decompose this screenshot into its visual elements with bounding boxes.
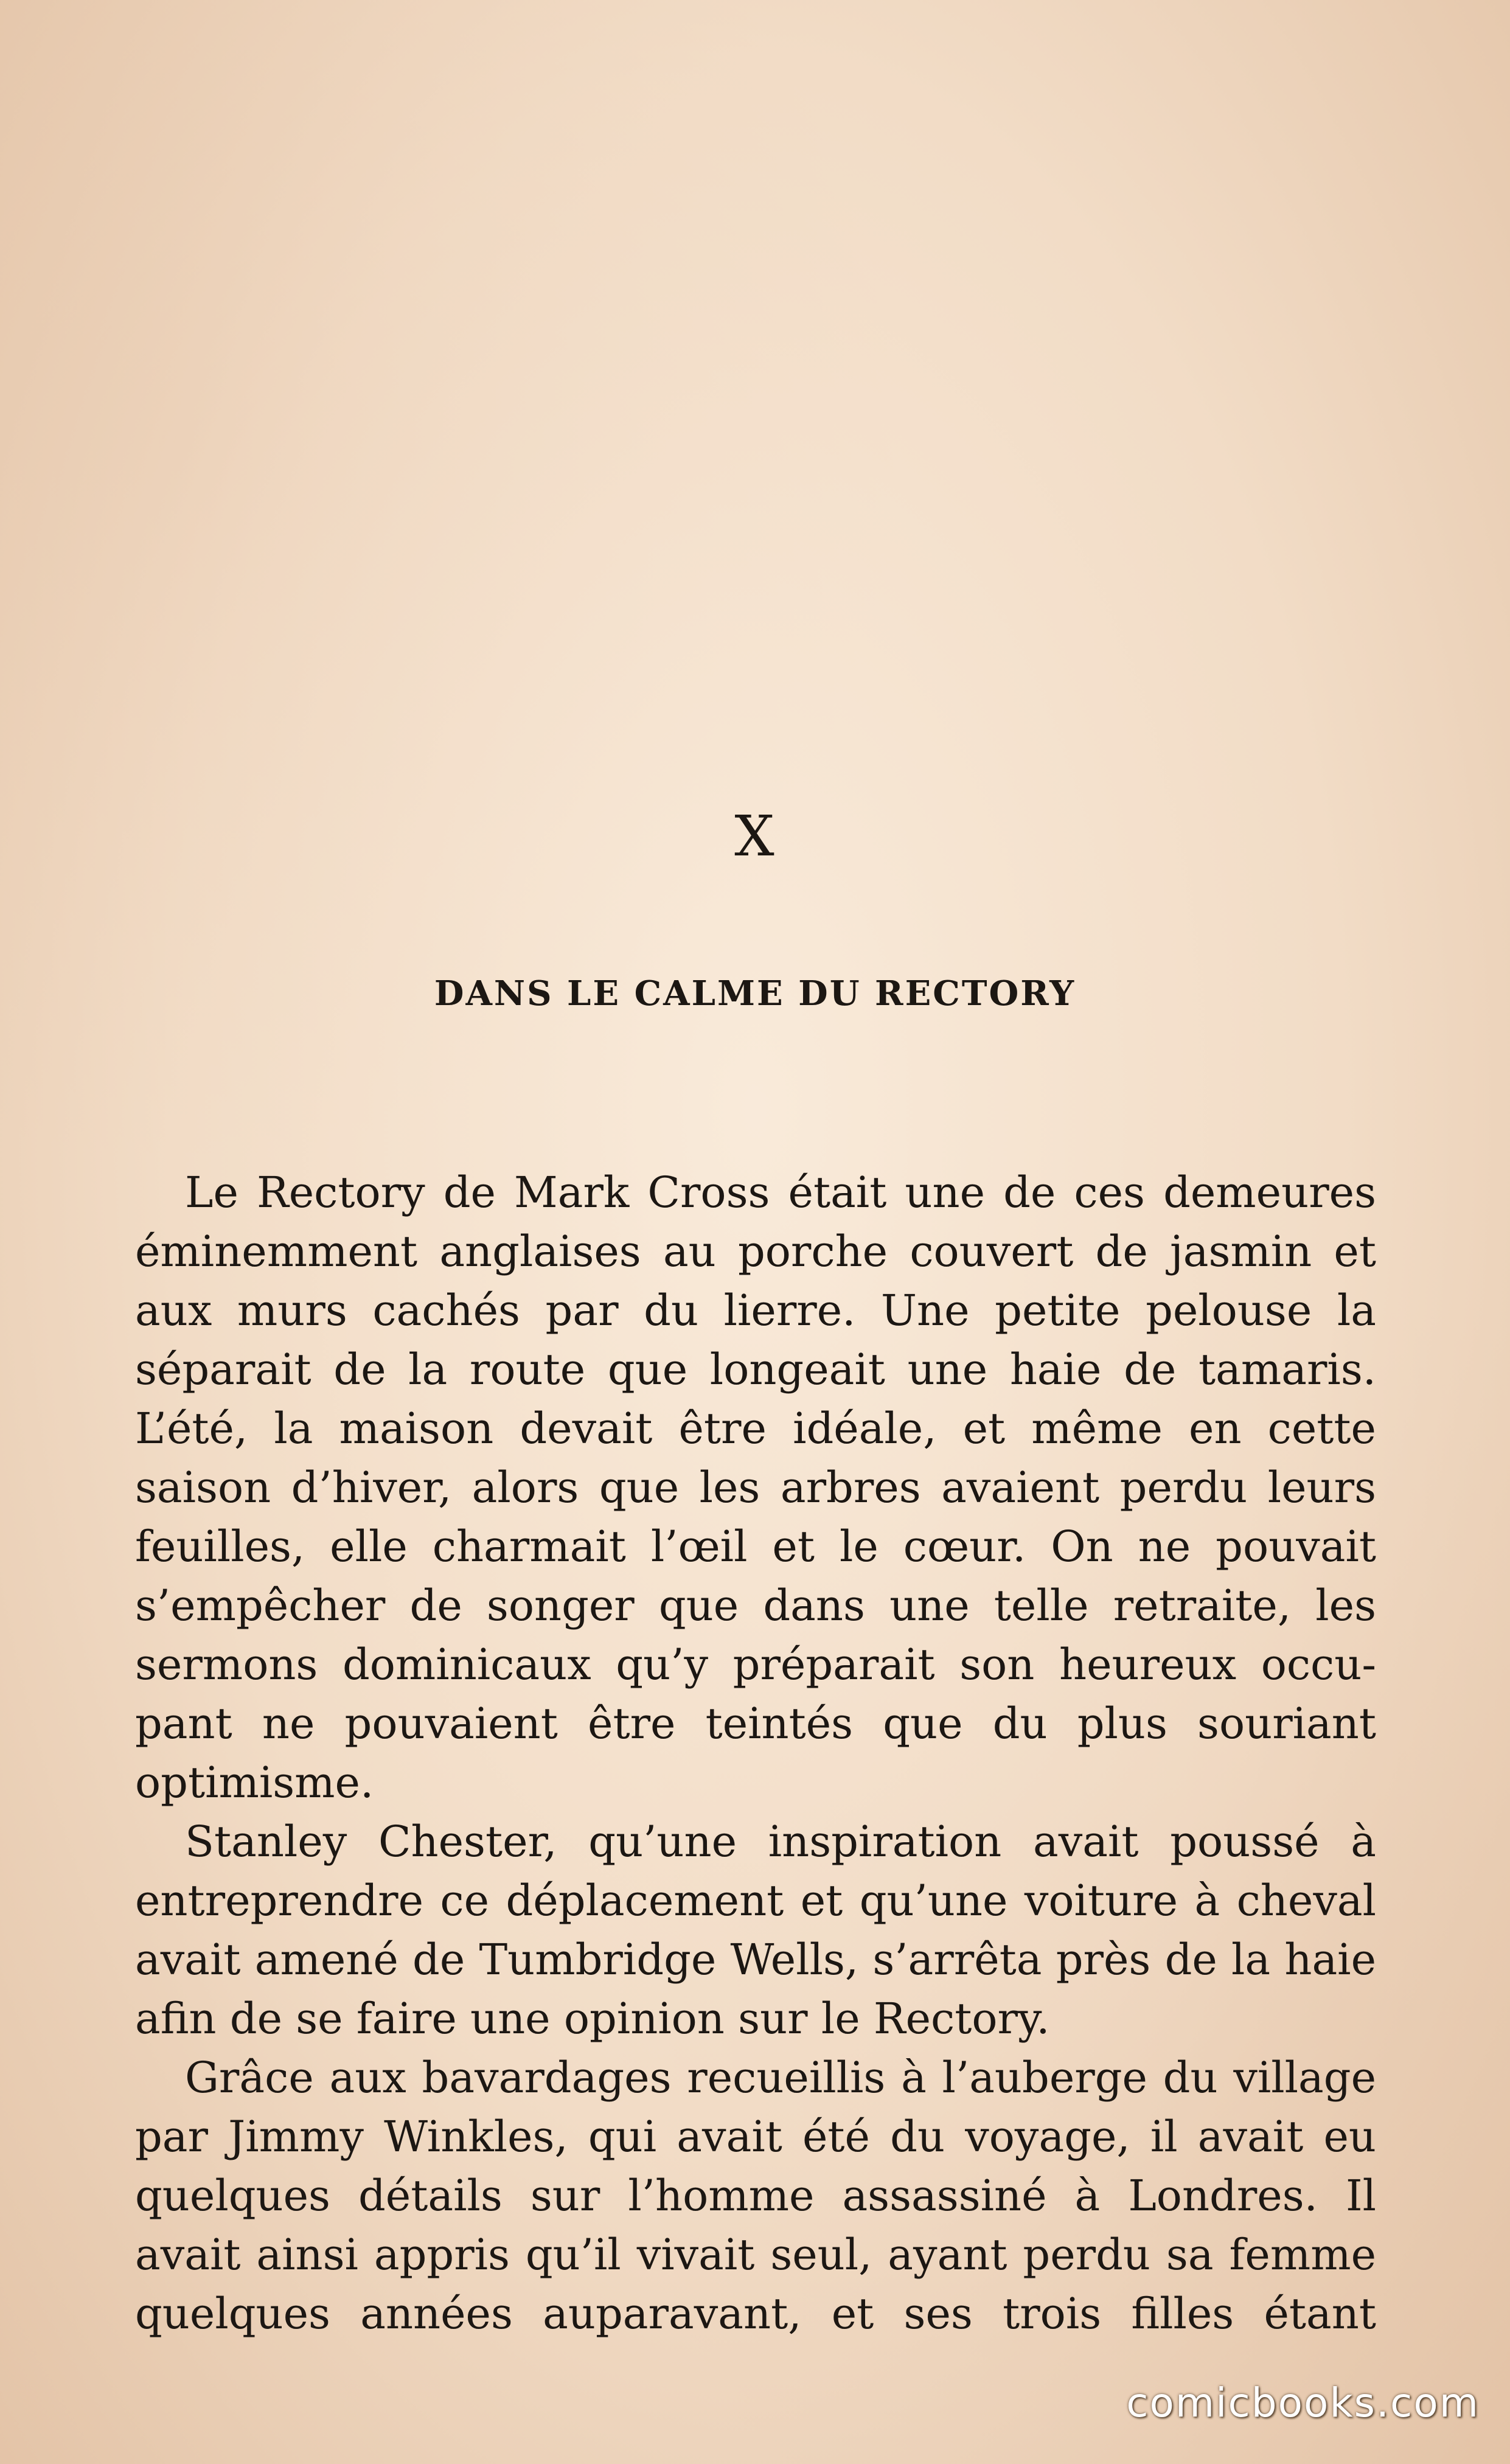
text-line: aux murs cachés par du lierre. Une petite pelouse la: [135, 1286, 1376, 1335]
text-line: quelques détails sur l’homme assassiné à Londres. Il: [135, 2171, 1376, 2221]
text-line: par Jimmy Winkles, qui avait été du voyage, il avait eu: [135, 2112, 1376, 2162]
text-line: Stanley Chester, qu’une inspiration avait poussé à: [185, 1817, 1376, 1867]
text-line: optimisme.: [135, 1758, 374, 1808]
chapter-title: DANS LE CALME DU RECTORY: [434, 973, 1076, 1014]
text-line: séparait de la route que longeait une haie de tamaris.: [135, 1345, 1376, 1394]
text-line: afin de se faire une opinion sur le Rectory.: [135, 1994, 1050, 2044]
site-watermark: comicbooks.com: [1126, 2379, 1480, 2426]
text-line: L’été, la maison devait être idéale, et même en cette: [135, 1404, 1376, 1453]
text-line: avait amené de Tumbridge Wells, s’arrêta près de la haie: [135, 1935, 1376, 1985]
text-line: Grâce aux bavardages recueillis à l’auberge du village: [185, 2053, 1376, 2103]
text-line: quelques années auparavant, et ses trois filles étant: [135, 2289, 1376, 2339]
text-line: feuilles, elle charmait l’œil et le cœur. On ne pouvait: [135, 1522, 1376, 1571]
text-line: éminemment anglaises au porche couvert de jasmin et: [135, 1227, 1376, 1276]
text-line: avait ainsi appris qu’il vivait seul, ayant perdu sa femme: [135, 2230, 1376, 2280]
text-line: s’empêcher de songer que dans une telle retraite, les: [135, 1581, 1376, 1630]
text-line: entreprendre ce déplacement et qu’une voiture à cheval: [135, 1876, 1376, 1926]
text-line: saison d’hiver, alors que les arbres avaient perdu leurs: [135, 1463, 1376, 1512]
text-line: sermons dominicaux qu’y préparait son heureux occu-: [135, 1640, 1376, 1690]
text-line: pant ne pouvaient être teintés que du plus souriant: [135, 1699, 1376, 1749]
text-line: Le Rectory de Mark Cross était une de ces demeures: [185, 1168, 1376, 1217]
chapter-body: [135, 1163, 1376, 2344]
chapter-number: X: [734, 804, 776, 869]
